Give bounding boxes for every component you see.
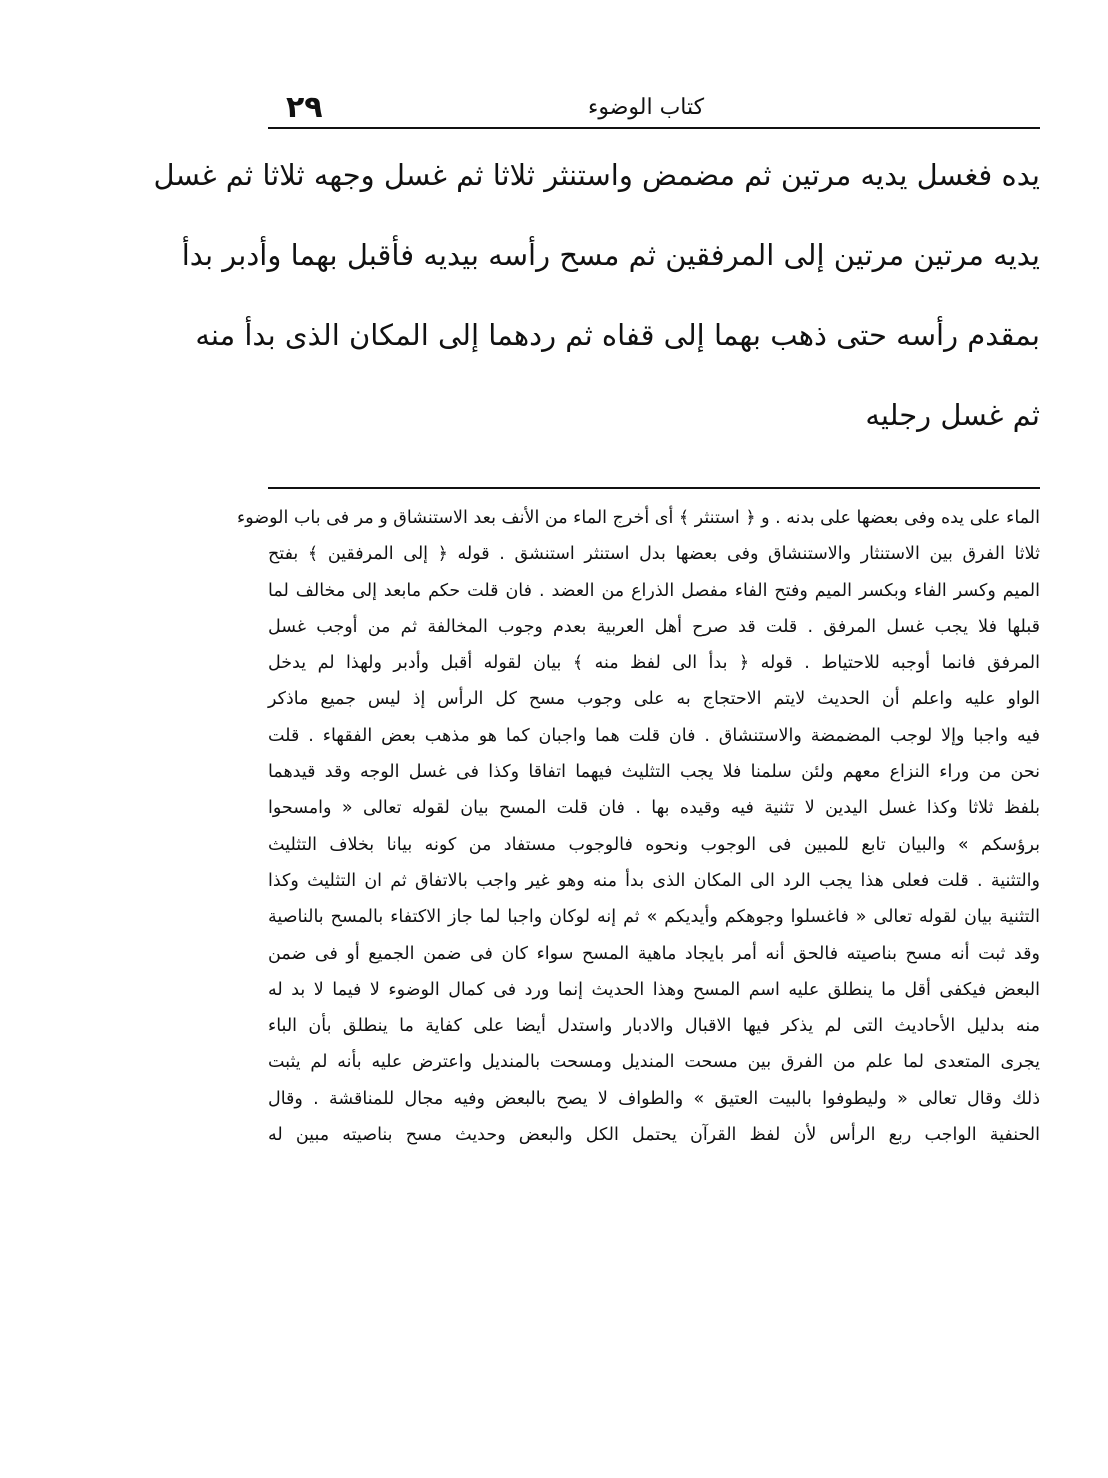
- running-title: كتاب الوضوء: [588, 95, 705, 120]
- page-header: [268, 88, 1058, 128]
- commentary-line: الحنفية الواجب ربع الرأس لأن لفظ القرآن يحتمل الكل والبعض وحديث مسح بناصيته مبين له: [268, 1125, 1040, 1146]
- commentary-line: منه بدليل الأحاديث التى لم يذكر فيها الاقبال والادبار واستدل أيضا على كفاية ما ينطلق بأن الباء: [268, 1016, 1040, 1037]
- commentary-line: نحن من وراء النزاع معهم ولئن سلمنا فلا يجب التثليث فيهما اتفاقا وكذا فى غسل الوجه وقد قيدهما: [268, 762, 1040, 783]
- header-rule: [268, 127, 1040, 129]
- page-number: ٢٩: [286, 90, 323, 125]
- hadith-line: ثم غسل رجليه: [865, 398, 1040, 432]
- commentary-line: الماء على يده وفى بعضها على بدنه . و ﴿ استنثر ﴾ أى أخرج الماء من الأنف بعد الاستنشاق و مر فى باب الوضوء: [237, 508, 1040, 528]
- commentary-line: والتثنية . قلت فعلى هذا يجب الرد الى المكان الذى بدأ منه وهو غير واجب بالاتفاق ثم ان التثليث وكذا: [268, 870, 1040, 891]
- commentary-text: [237, 500, 1040, 1153]
- commentary-line: فيه واجبا وإلا لوجب المضمضة والاستنشاق . فان قلت هما واجبان كما هو مذهب بعض الفقهاء . قلت: [268, 725, 1040, 746]
- commentary-line: الميم وكسر الفاء وبكسر الميم وفتح الفاء مفصل الذراع من العضد . فان قلت حكم مابعد إلى مخالف لما: [268, 580, 1040, 601]
- commentary-line: قبلها فلا يجب غسل المرفق . قلت قد صرح أهل العربية بعدم وجوب المخالفة ثم من أوجب غسل: [268, 616, 1040, 637]
- commentary-line: التثنية بيان لقوله تعالى « فاغسلوا وجوهكم وأيديكم » ثم إنه لوكان واجبا لما جاز الاكتفاء بالمسح بالناصية: [268, 907, 1040, 928]
- hadith-line: يده فغسل يديه مرتين ثم مضمض واستنثر ثلاثا ثم غسل وجهه ثلاثا ثم غسل: [153, 158, 1040, 192]
- commentary-line: المرفق فانما أوجبه للاحتياط . قوله ﴿ بدأ الى لفظ منه ﴾ بيان لقوله أقبل وأدبر ولهذا لم يدخل: [268, 653, 1040, 674]
- hadith-text: [153, 135, 1040, 455]
- section-divider: [268, 487, 1040, 489]
- commentary-line: برؤسكم » والبيان تابع للمبين فى الوجوب ونحوه فالوجوب مستفاد من كونه بيانا بخلاف التثليث: [268, 834, 1040, 855]
- commentary-line: الواو عليه واعلم أن الحديث لايتم الاحتجاج به على وجوب مسح كل الرأس إذ ليس جميع ماذكر: [268, 689, 1040, 710]
- commentary-line: ثلاثا الفرق بين الاستنثار والاستنشاق وفى بعضها بدل استنثر استنشق . قوله ﴿ إلى المرفقين ﴾ بفتح: [268, 544, 1040, 565]
- commentary-line: وقد ثبت أنه مسح بناصيته فالحق أنه أمر بايجاد ماهية المسح سواء كان فى ضمن الجميع أو فى ضمن: [268, 943, 1040, 964]
- commentary-line: بلفظ ثلاثا وكذا غسل اليدين لا تثنية فيه وقيده بها . فان قلت المسح بيان لقوله تعالى « وامسحوا: [268, 798, 1040, 819]
- commentary-line: يجرى المتعدى لما علم من الفرق بين مسحت المنديل ومسحت بالمنديل واعترض عليه بأنه لم يثبت: [268, 1052, 1040, 1073]
- commentary-line: البعض فيكفى أقل ما ينطلق عليه اسم المسح وهذا الحديث إنما ورد فى كمال الوضوء لا فيما لا بد له: [268, 979, 1040, 1000]
- commentary-line: ذلك وقال تعالى « وليطوفوا بالبيت العتيق » والطواف لا يصح بالبعض وفيه مجال للمناقشة . وقال: [268, 1088, 1040, 1109]
- hadith-line: بمقدم رأسه حتى ذهب بهما إلى قفاه ثم ردهما إلى المكان الذى بدأ منه: [195, 318, 1040, 352]
- hadith-line: يديه مرتين مرتين إلى المرفقين ثم مسح رأسه بيديه فأقبل بهما وأدبر بدأ: [181, 238, 1040, 272]
